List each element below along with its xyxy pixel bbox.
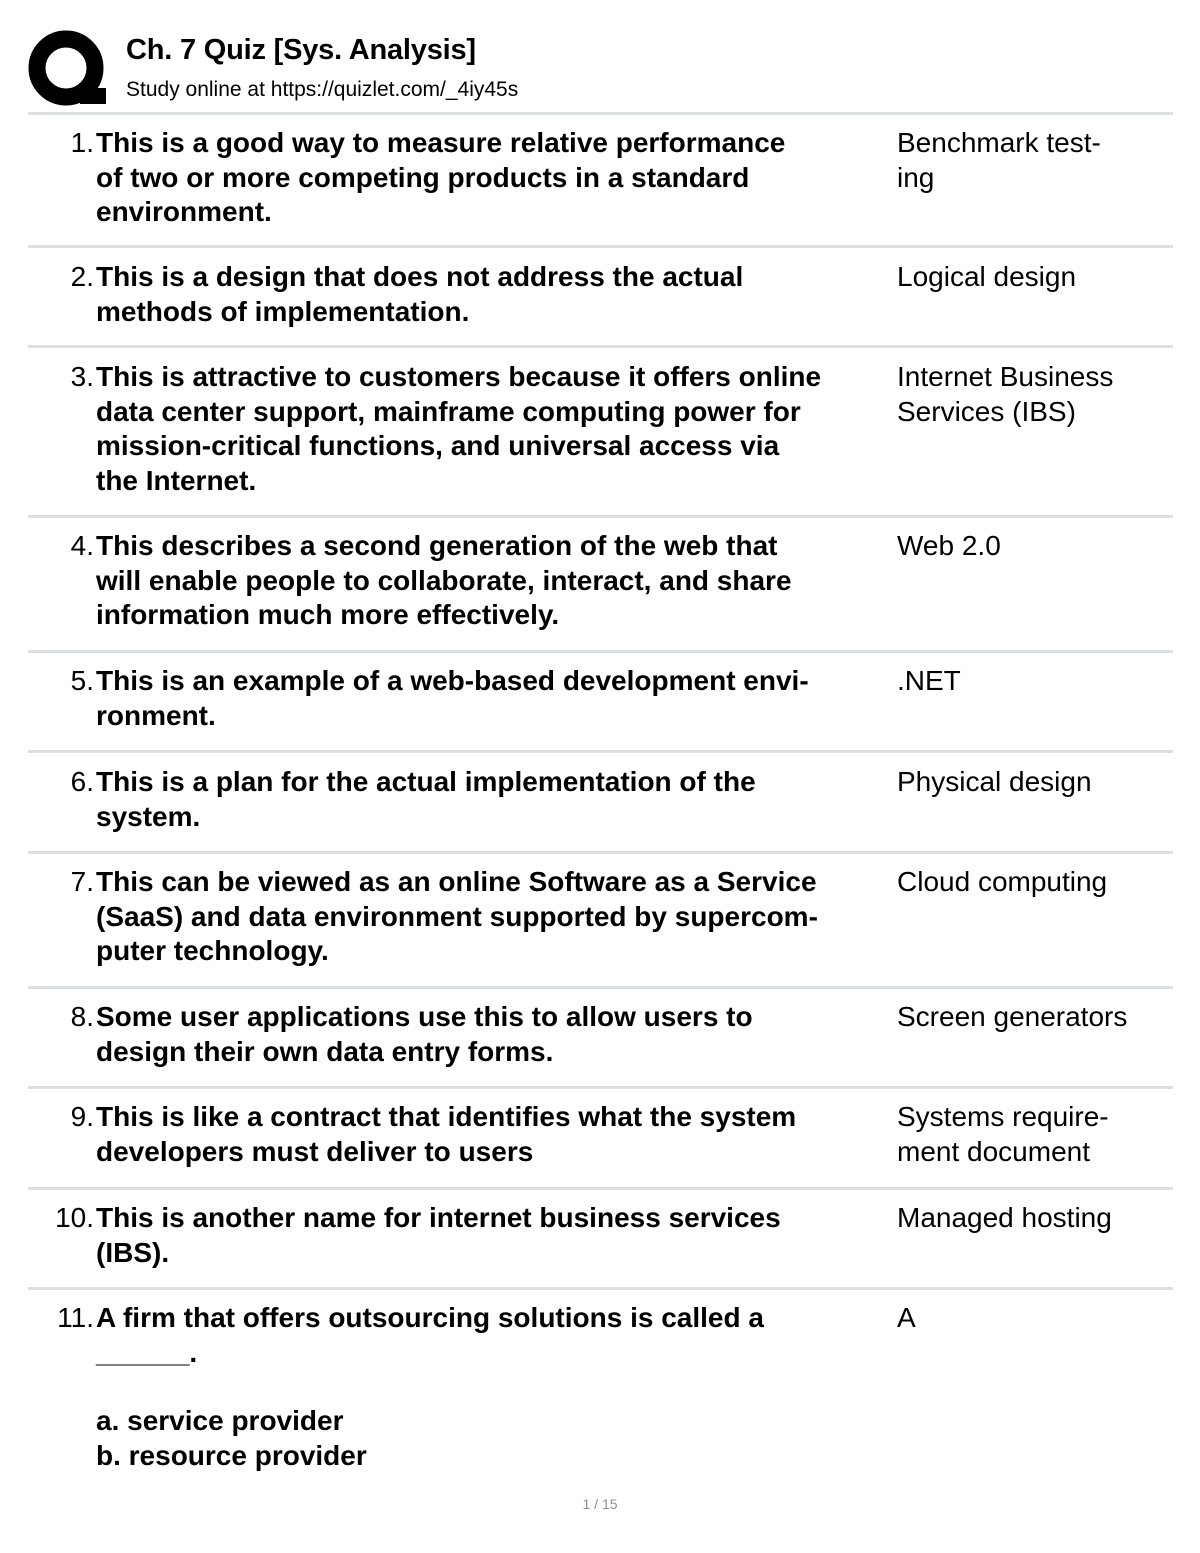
answer-option: b. resource provider	[96, 1439, 367, 1471]
answer-text: Web 2.0	[897, 530, 1001, 561]
item-number: 6.	[70, 766, 94, 797]
divider	[28, 515, 1173, 518]
divider	[28, 245, 1173, 248]
page-number: 1 / 15	[582, 1496, 618, 1512]
item-number: 10.	[55, 1202, 94, 1233]
item-number: 3.	[70, 361, 94, 392]
item-number: 11.	[57, 1302, 94, 1333]
item-number: 7.	[70, 866, 94, 897]
study-online-link[interactable]: Study online at https://quizlet.com/_4iy45s	[126, 78, 519, 101]
item-number: 8.	[70, 1001, 94, 1032]
divider	[28, 750, 1173, 753]
divider	[28, 1086, 1173, 1089]
question-text: This is a good way to measure relative performance of two or more competing products in a standard environment.	[96, 127, 786, 227]
answer-text: Physical design	[897, 766, 1092, 797]
answer-text: .NET	[897, 665, 961, 696]
divider	[28, 112, 1173, 115]
answer-text: A	[897, 1302, 916, 1333]
answer-option: a. service provider	[96, 1405, 344, 1436]
question-text: A firm that offers outsourcing solutions is called a ______. a. service provider b. resource provider	[96, 1301, 896, 1473]
quizlet-logo-icon	[28, 30, 108, 110]
divider	[28, 1287, 1173, 1290]
quiz-title: Ch. 7 Quiz [Sys. Analysis]	[126, 34, 476, 66]
answer-text: Cloud computing	[897, 866, 1108, 897]
answer-text: Internet Business Services (IBS)	[897, 361, 1114, 427]
question-text: This can be viewed as an online Software as a Service (SaaS) and data environment supported by supercom- puter technology.	[96, 866, 818, 966]
answer-text: Benchmark test- ing	[897, 127, 1101, 193]
question-text: Some user applications use this to allow users to design their own data entry forms.	[96, 1001, 753, 1067]
answer-text: Systems require- ment document	[897, 1101, 1109, 1167]
divider	[28, 851, 1173, 854]
question-text: This is attractive to customers because it offers online data center support, mainframe computing power for mission-critical functions, and universal access via the Internet.	[96, 361, 822, 496]
divider	[28, 650, 1173, 653]
question-text: This is a design that does not address the actual methods of implementation.	[96, 261, 744, 327]
question-text: This describes a second generation of the web that will enable people to collaborate, interact, and share information much more effectively.	[96, 530, 792, 630]
item-number: 5.	[70, 665, 94, 696]
divider	[28, 345, 1173, 348]
question-text: This is like a contract that identifies what the system developers must deliver to users	[96, 1101, 797, 1167]
page-header	[28, 30, 1173, 114]
item-number: 9.	[70, 1101, 94, 1132]
item-number: 4.	[70, 530, 94, 561]
divider	[28, 986, 1173, 989]
item-number: 1.	[70, 127, 94, 158]
item-number: 2.	[70, 261, 94, 292]
answer-text: Screen generators	[897, 1001, 1128, 1032]
question-text: This is another name for internet business services (IBS).	[96, 1202, 781, 1268]
answer-text: Managed hosting	[897, 1202, 1112, 1233]
divider	[28, 1187, 1173, 1190]
answer-text: Logical design	[897, 261, 1077, 292]
question-text: This is a plan for the actual implementation of the system.	[96, 766, 756, 832]
question-text: This is an example of a web-based development envi- ronment.	[96, 665, 809, 731]
